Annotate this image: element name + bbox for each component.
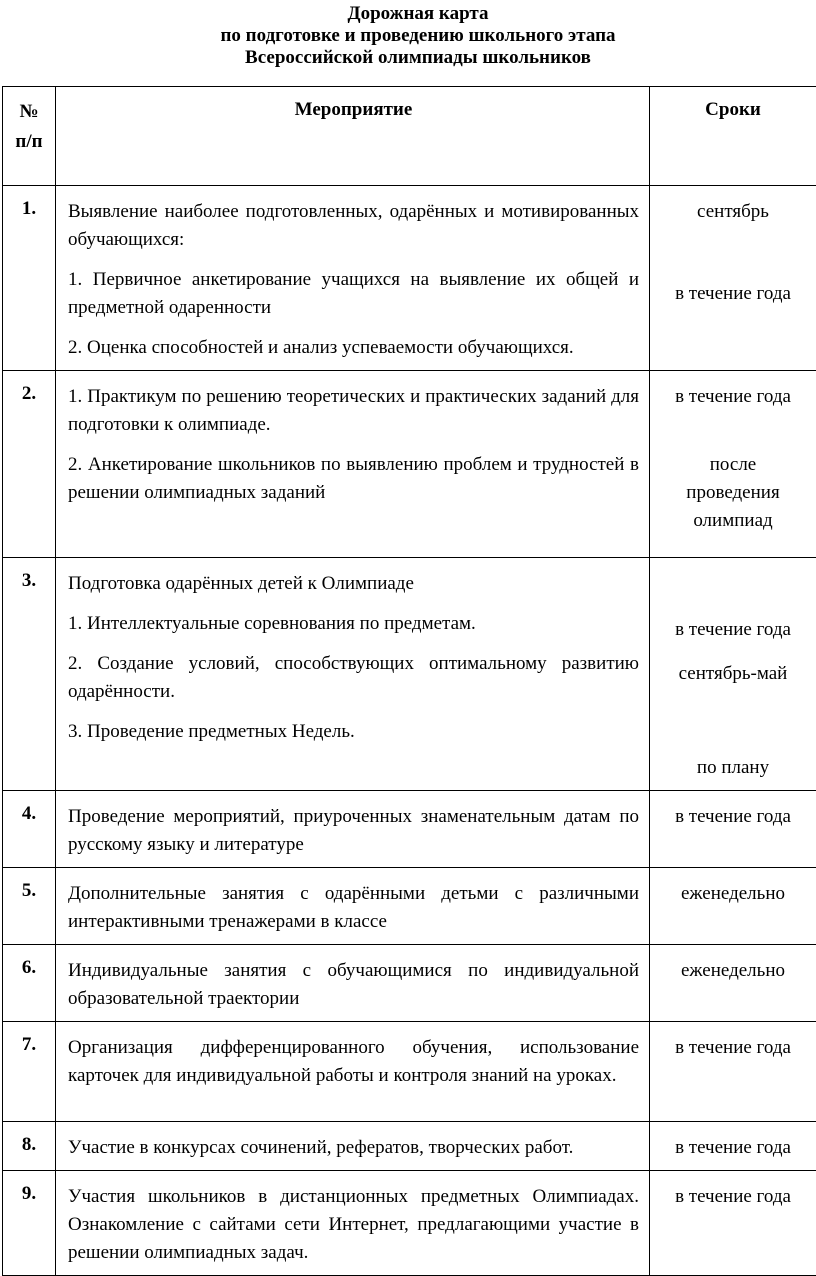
- term-text: в течение года: [650, 383, 816, 411]
- term-text: сентябрь-май: [650, 660, 816, 688]
- row-number: 6.: [3, 945, 55, 979]
- row-number: 9.: [3, 1171, 55, 1205]
- title-line-2: по подготовке и проведению школьного этапа: [0, 25, 816, 47]
- event-text: 2. Оценка способностей и анализ успеваемости обучающихся.: [68, 334, 639, 362]
- term-text: в течение года: [650, 280, 816, 308]
- document-title: [0, 0, 816, 69]
- row-number: 2.: [3, 371, 55, 405]
- event-text: 1. Интеллектуальные соревнования по предметам.: [68, 610, 639, 638]
- event-text: 1. Первичное анкетирование учащихся на выявление их общей и предметной одаренности: [68, 266, 639, 322]
- table-row: [3, 868, 816, 945]
- header-num-line-2: п/п: [3, 127, 55, 157]
- event-text: Участие в конкурсах сочинений, рефератов, творческих работ.: [68, 1134, 639, 1162]
- event-text: Индивидуальные занятия с обучающимися по индивидуальной образовательной траектории: [68, 957, 639, 1013]
- table-row: [3, 186, 816, 371]
- term-text: еженедельно: [650, 957, 816, 985]
- row-number: 1.: [3, 186, 55, 220]
- term-text: в течение года: [650, 1034, 816, 1062]
- table-row: [3, 1022, 816, 1122]
- row-number: 5.: [3, 868, 55, 902]
- table-row: [3, 558, 816, 791]
- header-event: Мероприятие: [56, 87, 650, 186]
- event-text: 2. Анкетирование школьников по выявлению проблем и трудностей в решении олимпиадных заданий: [68, 451, 639, 507]
- term-text: сентябрь: [650, 198, 816, 226]
- table-row: [3, 371, 816, 558]
- event-text: Подготовка одарённых детей к Олимпиаде: [68, 570, 639, 598]
- term-text: в течение года: [650, 616, 816, 644]
- term-text: в течение года: [650, 803, 816, 831]
- roadmap-table: [2, 86, 816, 1276]
- event-text: Участия школьников в дистанционных предметных Олимпиадах. Ознакомление с сайтами сети Интернет, предлагающими участие в решении олимпиадных задач.: [68, 1183, 639, 1267]
- row-number: 8.: [3, 1122, 55, 1156]
- row-number: 7.: [3, 1022, 55, 1056]
- term-text: в течение года: [650, 1183, 816, 1211]
- event-text: Дополнительные занятия с одарёнными детьми с различными интерактивными тренажерами в классе: [68, 880, 639, 936]
- event-text: Выявление наиболее подготовленных, одарённых и мотивированных обучающихся:: [68, 198, 639, 254]
- table-row: [3, 791, 816, 868]
- table-row: [3, 1122, 816, 1171]
- table-row: [3, 945, 816, 1022]
- term-text: по плану: [650, 754, 816, 782]
- header-num: [3, 87, 56, 186]
- title-line-3: Всероссийской олимпиады школьников: [0, 47, 816, 69]
- row-number: 3.: [3, 558, 55, 592]
- term-text: в течение года: [650, 1134, 816, 1162]
- term-text: еженедельно: [650, 880, 816, 908]
- event-text: Организация дифференцированного обучения, использование карточек для индивидуальной работы и контроля знаний на уроках.: [68, 1034, 639, 1090]
- event-text: 1. Практикум по решению теоретических и практических заданий для подготовки к олимпиаде.: [68, 383, 639, 439]
- event-text: 3. Проведение предметных Недель.: [68, 718, 639, 746]
- table-header-row: [3, 87, 816, 186]
- table-row: [3, 1171, 816, 1276]
- header-term: Сроки: [650, 87, 816, 186]
- header-num-line-1: №: [3, 97, 55, 127]
- event-text: Проведение мероприятий, приуроченных знаменательным датам по русскому языку и литературе: [68, 803, 639, 859]
- row-number: 4.: [3, 791, 55, 825]
- event-text: 2. Создание условий, способствующих оптимальному развитию одарённости.: [68, 650, 639, 706]
- title-line-1: Дорожная карта: [0, 3, 816, 25]
- term-text: после проведения олимпиад: [650, 451, 816, 535]
